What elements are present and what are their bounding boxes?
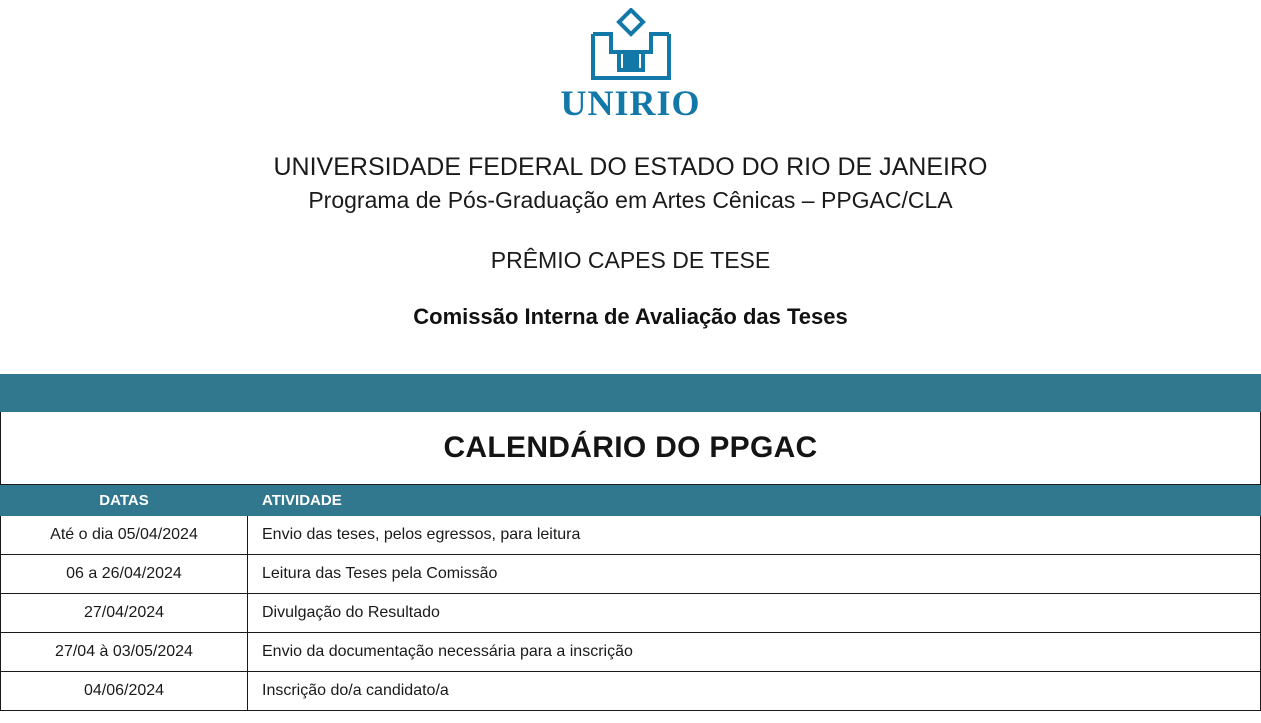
column-header-dates: DATAS [1, 485, 248, 516]
award-title: PRÊMIO CAPES DE TESE [490, 247, 771, 273]
table-header-row [1, 485, 1261, 516]
cell-activity: Envio das teses, pelos egressos, para leitura [248, 516, 1261, 555]
table-row [1, 594, 1261, 633]
column-header-activity: ATIVIDADE [248, 485, 1261, 516]
cell-date: 04/06/2024 [1, 672, 248, 711]
cell-activity: Inscrição do/a candidato/a [248, 672, 1261, 711]
cell-activity: Leitura das Teses pela Comissão [248, 555, 1261, 594]
cell-date: Até o dia 05/04/2024 [1, 516, 248, 555]
university-name: UNIVERSIDADE FEDERAL DO ESTADO DO RIO DE JANEIRO [273, 153, 988, 181]
unirio-logo [0, 0, 1261, 124]
table-accent-band [1, 375, 1261, 412]
calendar-table [0, 374, 1261, 711]
table-row [1, 672, 1261, 711]
program-name: Programa de Pós-Graduação em Artes Cênicas – PPGAC/CLA [308, 187, 953, 213]
table-row [1, 516, 1261, 555]
document-heading [0, 150, 1261, 332]
cell-activity: Envio da documentação necessária para a inscrição [248, 633, 1261, 672]
cell-date: 27/04/2024 [1, 594, 248, 633]
table-row [1, 633, 1261, 672]
table-title: CALENDÁRIO DO PPGAC [1, 412, 1261, 485]
table-row [1, 555, 1261, 594]
cell-activity: Divulgação do Resultado [248, 594, 1261, 633]
commission-title: Comissão Interna de Avaliação das Teses [413, 304, 848, 329]
unirio-mark-icon [571, 8, 691, 86]
unirio-wordmark: UNIRIO [560, 83, 701, 123]
table-title-row [1, 412, 1261, 485]
cell-date: 06 a 26/04/2024 [1, 555, 248, 594]
accent-band-cell [1, 375, 1261, 412]
cell-date: 27/04 à 03/05/2024 [1, 633, 248, 672]
